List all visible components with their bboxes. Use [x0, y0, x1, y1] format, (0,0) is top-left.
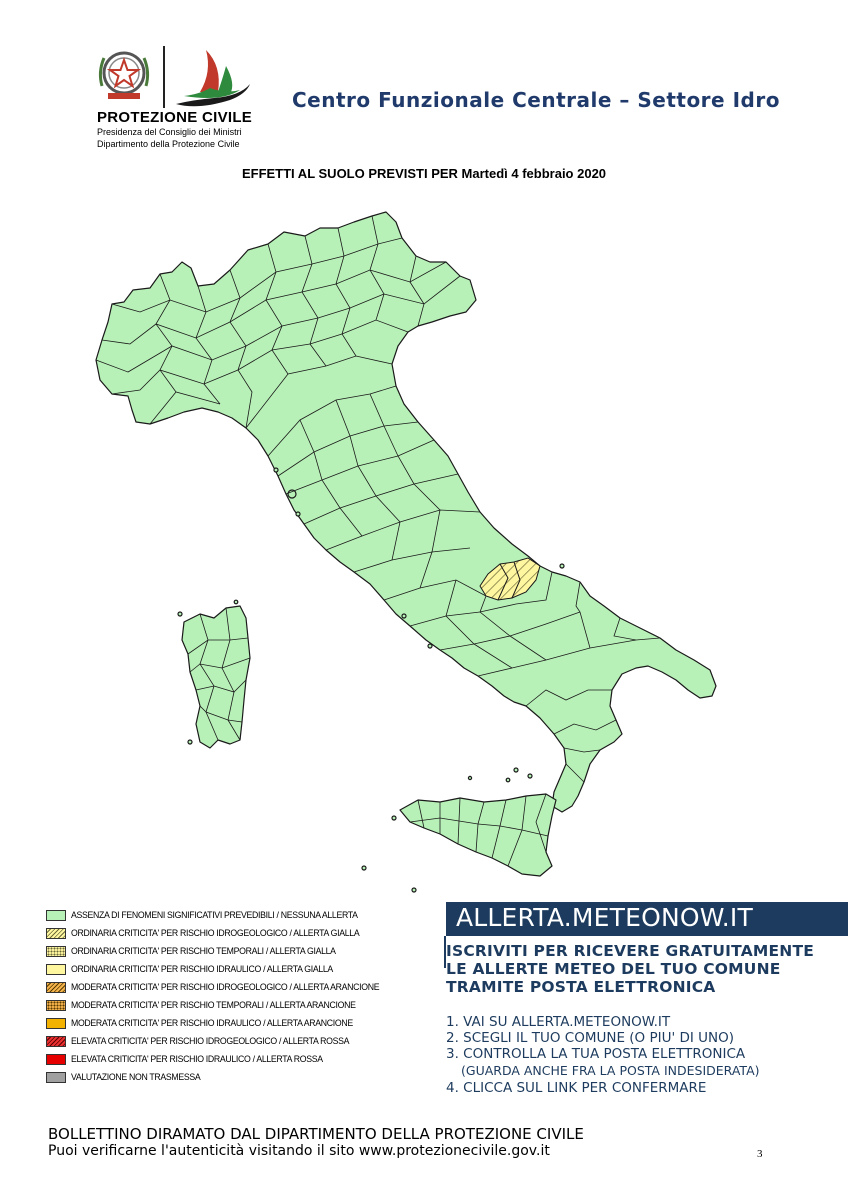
legend-item-yellow-hydraulic [46, 960, 426, 978]
bulletin-title: EFFETTI AL SUOLO PREVISTI PER Martedì 4 febbraio 2020 [241, 166, 607, 181]
legend-label: ORDINARIA CRITICITA' PER RISCHIO TEMPORALI / ALLERTA GIALLA [71, 945, 336, 957]
legend-item-red-hydraulic [46, 1050, 426, 1068]
legend-label: MODERATA CRITICITA' PER RISCHIO IDROGEOLOGICO / ALLERTA ARANCIONE [71, 981, 380, 993]
island-egadi [392, 816, 396, 820]
sicily [400, 794, 556, 876]
island-san-pietro [188, 740, 192, 744]
legend-label: ORDINARIA CRITICITA' PER RISCHIO IDRAULICO / ALLERTA GIALLA [71, 963, 333, 975]
promo-step-3-note: (GUARDA ANCHE FRA LA POSTA INDESIDERATA) [461, 1063, 760, 1078]
island-ischia [428, 644, 432, 648]
org-subtitle-department: Dipartimento della Protezione Civile [97, 139, 240, 149]
island-lampedusa [412, 888, 416, 892]
protezione-civile-logo-icon [170, 44, 254, 110]
footer-authenticity-note: Puoi verificarne l'autenticità visitando il sito www.protezionecivile.gov.it [48, 1143, 550, 1159]
legend-label: ORDINARIA CRITICITA' PER RISCHIO IDROGEOLOGICO / ALLERTA GIALLA [71, 927, 360, 939]
promo-step-1: 1. VAI SU ALLERTA.METEONOW.IT [446, 1014, 671, 1030]
promo-headline-3: TRAMITE POSTA ELETTRONICA [446, 978, 716, 996]
legend-item-yellow-hydrogeological [46, 924, 426, 942]
legend-swatch-orange-solid [46, 1018, 66, 1029]
logo-divider [163, 46, 165, 108]
legend-swatch-orange-hatched [46, 982, 66, 993]
island-asinara [178, 612, 182, 616]
promo-headline-2: LE ALLERTE METEO DEL TUO COMUNE [446, 960, 781, 978]
footer-issuer: BOLLETTINO DIRAMATO DAL DIPARTIMENTO DELLA PROTEZIONE CIVILE [48, 1125, 584, 1143]
legend-swatch-yellow-hatched [46, 928, 66, 939]
legend-item-orange-hydraulic [46, 1014, 426, 1032]
legend-item-not-transmitted [46, 1068, 426, 1086]
center-title: Centro Funzionale Centrale – Settore Idro [292, 88, 780, 112]
org-subtitle-presidency: Presidenza del Consiglio dei Ministri [97, 127, 242, 137]
org-name: PROTEZIONE CIVILE [97, 109, 253, 126]
legend-item-yellow-storms [46, 942, 426, 960]
promo-step-4: 4. CLICCA SUL LINK PER CONFERMARE [446, 1080, 707, 1096]
legend-swatch-yellow-dotted [46, 946, 66, 957]
legend-label: MODERATA CRITICITA' PER RISCHIO IDRAULICO / ALLERTA ARANCIONE [71, 1017, 353, 1029]
island-pantelleria [362, 866, 366, 870]
island-maddalena [234, 600, 238, 604]
island-ponza [402, 614, 406, 618]
legend-label: VALUTAZIONE NON TRASMESSA [71, 1071, 201, 1083]
island-aeolian-3 [506, 778, 510, 782]
legend-swatch-yellow-solid [46, 964, 66, 975]
legend-swatch-orange-dotted [46, 1000, 66, 1011]
promo-headline-1: ISCRIVITI PER RICEVERE GRATUITAMENTE [446, 942, 815, 960]
legend-swatch-green [46, 910, 66, 921]
island-giglio [296, 512, 300, 516]
italy-alert-map [0, 180, 848, 900]
mainland-italy [96, 212, 716, 812]
legend-item-orange-storms [46, 996, 426, 1014]
legend-swatch-grey [46, 1072, 66, 1083]
promo-step-2: 2. SCEGLI IL TUO COMUNE (O PIU' DI UNO) [446, 1030, 735, 1046]
legend-swatch-red-hatched [46, 1036, 66, 1047]
legend-item-red-hydrogeological [46, 1032, 426, 1050]
page-number: 3 [757, 1148, 763, 1160]
legend-label: ELEVATA CRITICITA' PER RISCHIO IDRAULICO / ALLERTA ROSSA [71, 1053, 323, 1065]
legend-item-no-alert [46, 906, 426, 924]
legend-label: ASSENZA DI FENOMENI SIGNIFICATIVI PREVEDIBILI / NESSUNA ALLERTA [71, 909, 358, 921]
sardinia [182, 606, 250, 748]
island-aeolian-1 [514, 768, 518, 772]
island-ustica [468, 776, 471, 779]
promo-title-link[interactable]: ALLERTA.METEONOW.IT [456, 903, 753, 932]
legend [46, 906, 426, 1086]
island-tremiti [560, 564, 564, 568]
island-elba [288, 490, 296, 498]
island-aeolian-2 [528, 774, 532, 778]
legend-item-orange-hydrogeological [46, 978, 426, 996]
legend-label: ELEVATA CRITICITA' PER RISCHIO IDROGEOLOGICO / ALLERTA ROSSA [71, 1035, 350, 1047]
promo-step-3: 3. CONTROLLA LA TUA POSTA ELETTRONICA [446, 1046, 746, 1062]
legend-swatch-red-solid [46, 1054, 66, 1065]
island-capraia [274, 468, 278, 472]
italian-republic-emblem-icon [94, 46, 154, 104]
legend-label: MODERATA CRITICITA' PER RISCHIO TEMPORALI / ALLERTA ARANCIONE [71, 999, 356, 1011]
